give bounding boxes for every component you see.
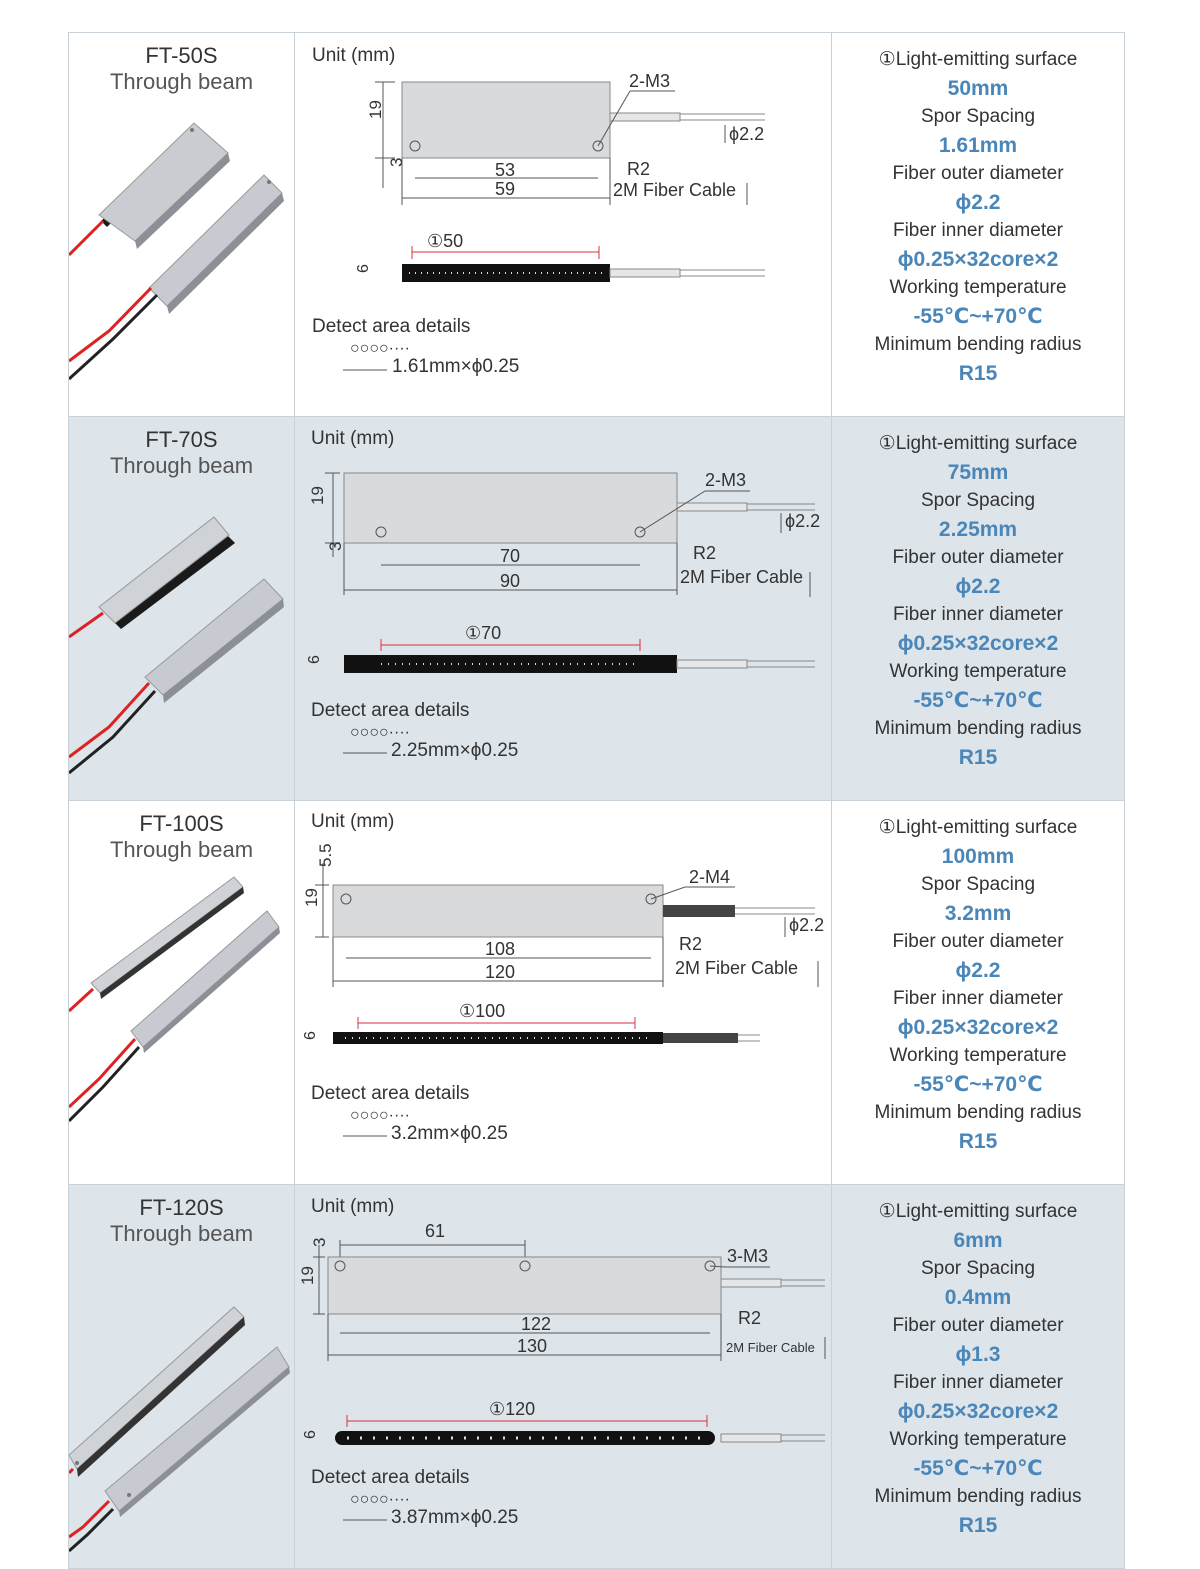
spec-label-bend-radius: Minimum bending radius — [874, 718, 1082, 739]
spec-label-outer-dia: Fiber outer diameter — [892, 1315, 1064, 1336]
specs-cell — [832, 33, 1125, 417]
unit-label: Unit (mm) — [311, 1196, 395, 1217]
detection-mode: Through beam — [109, 1221, 254, 1246]
spec-label-inner-dia: Fiber inner diameter — [892, 988, 1064, 1009]
unit-label: Unit (mm) — [311, 811, 395, 832]
spec-value-emit-surface: 100mm — [941, 845, 1015, 868]
cable-label: 2M Fiber Cable — [613, 180, 737, 200]
spec-label-spacing: Spor Spacing — [920, 490, 1036, 511]
emit-width-label: ①70 — [465, 623, 502, 643]
length-dim: 120 — [485, 962, 516, 982]
sensor-body — [333, 885, 663, 937]
bend-label: R2 — [679, 934, 703, 954]
product-photo — [69, 871, 294, 1169]
mount-label: 2-M4 — [689, 867, 731, 887]
height-dim: 19 — [366, 100, 385, 119]
detect-dots: ○○○○···· — [350, 1107, 410, 1124]
dimension-drawing — [295, 1185, 831, 1553]
thickness-dim: 6 — [302, 1031, 319, 1040]
detect-title: Detect area details — [311, 1467, 470, 1488]
spec-label-emit-surface: ①Light-emitting surface — [878, 49, 1078, 70]
detect-dots: ○○○○···· — [350, 724, 410, 741]
spec-value-spacing: 3.2mm — [944, 902, 1012, 925]
spec-value-bend-radius: R15 — [958, 1130, 998, 1153]
drawing-cell — [295, 1185, 832, 1569]
thickness-dim: 6 — [355, 264, 372, 273]
dimension-drawing — [295, 417, 831, 785]
spec-label-temperature: Working temperature — [889, 1045, 1067, 1066]
product-cell — [69, 417, 295, 801]
spec-value-outer-dia: ϕ1.3 — [955, 1343, 1001, 1366]
fiber-dia-label: ϕ2.2 — [785, 511, 821, 531]
detect-title: Detect area details — [311, 700, 470, 721]
spec-label-temperature: Working temperature — [889, 277, 1067, 298]
detect-title: Detect area details — [311, 1083, 470, 1104]
detect-dots: ○○○○···· — [350, 1491, 410, 1508]
dimension-drawing — [295, 801, 831, 1169]
product-row-ft-120s — [69, 1185, 1125, 1569]
emit-width-label: ①120 — [489, 1399, 536, 1419]
emit-width-label: ①100 — [459, 1001, 506, 1021]
hole-spacing-dim: 108 — [485, 939, 516, 959]
height-dim: 19 — [308, 486, 327, 505]
spec-value-spacing: 2.25mm — [938, 518, 1018, 541]
spec-label-outer-dia: Fiber outer diameter — [892, 931, 1064, 952]
spec-value-bend-radius: R15 — [958, 746, 998, 769]
model-name: FT-50S — [145, 43, 218, 68]
detect-title: Detect area details — [312, 316, 471, 337]
product-cell — [69, 801, 295, 1185]
drawing-cell — [295, 801, 832, 1185]
detect-value: 1.61mm×ϕ0.25 — [392, 356, 520, 377]
spec-label-spacing: Spor Spacing — [920, 1258, 1036, 1279]
spec-label-outer-dia: Fiber outer diameter — [892, 547, 1064, 568]
specs-cell — [832, 801, 1125, 1185]
emitting-strip — [335, 1431, 715, 1445]
spec-label-bend-radius: Minimum bending radius — [874, 1486, 1082, 1507]
spec-value-outer-dia: ϕ2.2 — [955, 959, 1001, 982]
hole-spacing-dim: 122 — [521, 1314, 552, 1334]
mount-label: 2-M3 — [629, 71, 671, 91]
spec-value-inner-dia: ϕ0.25×32core×2 — [897, 632, 1059, 655]
spec-value-outer-dia: ϕ2.2 — [955, 575, 1001, 598]
bend-label: R2 — [693, 543, 717, 563]
bend-label: R2 — [627, 159, 651, 179]
hole-spacing-dim: 53 — [495, 160, 516, 180]
half-spacing-dim: 61 — [425, 1221, 446, 1241]
length-dim: 59 — [495, 179, 516, 199]
detection-mode: Through beam — [109, 837, 254, 862]
specs-cell — [832, 1185, 1125, 1569]
detect-value: 2.25mm×ϕ0.25 — [391, 740, 519, 761]
fiber-dia-label: ϕ2.2 — [789, 915, 825, 935]
detection-mode: Through beam — [109, 69, 254, 94]
detection-mode: Through beam — [109, 453, 254, 478]
cable-label: 2M Fiber Cable — [726, 1340, 815, 1355]
specs-cell — [832, 417, 1125, 801]
product-row-ft-50s — [69, 33, 1125, 417]
dimension-drawing — [295, 33, 831, 401]
spec-label-spacing: Spor Spacing — [920, 106, 1036, 127]
product-spec-table — [68, 32, 1125, 1569]
sensor-body — [344, 473, 677, 543]
spec-label-inner-dia: Fiber inner diameter — [892, 220, 1064, 241]
spec-label-bend-radius: Minimum bending radius — [874, 1102, 1082, 1123]
spec-value-outer-dia: ϕ2.2 — [955, 191, 1001, 214]
spec-value-inner-dia: ϕ0.25×32core×2 — [897, 1400, 1059, 1423]
spec-label-temperature: Working temperature — [889, 661, 1067, 682]
spec-value-emit-surface: 6mm — [953, 1229, 1003, 1252]
spec-label-temperature: Working temperature — [889, 1429, 1067, 1450]
spec-label-inner-dia: Fiber inner diameter — [892, 604, 1064, 625]
sensor-body — [328, 1257, 721, 1314]
detect-dots: ○○○○···· — [350, 340, 410, 357]
sensor-body — [402, 82, 610, 158]
offset-dim: 3 — [310, 1237, 329, 1247]
detect-value: 3.87mm×ϕ0.25 — [391, 1507, 519, 1528]
model-name: FT-70S — [145, 427, 218, 452]
spec-label-outer-dia: Fiber outer diameter — [892, 163, 1064, 184]
spec-value-bend-radius: R15 — [958, 1514, 998, 1537]
spec-label-spacing: Spor Spacing — [920, 874, 1036, 895]
model-name: FT-120S — [139, 1195, 224, 1220]
bend-label: R2 — [738, 1308, 762, 1328]
product-photo — [69, 1255, 294, 1553]
mount-label: 3-M3 — [727, 1246, 769, 1266]
drawing-cell — [295, 33, 832, 417]
emitting-strip — [344, 655, 677, 673]
height-dim: 19 — [298, 1266, 317, 1285]
offset-dim: 3 — [387, 157, 406, 167]
spec-value-emit-surface: 50mm — [947, 77, 1009, 100]
fiber-dia-label: ϕ2.2 — [729, 124, 765, 144]
product-photo — [69, 487, 294, 785]
offset-dim: 3 — [326, 541, 345, 551]
spec-label-emit-surface: ①Light-emitting surface — [878, 1201, 1078, 1222]
spec-value-emit-surface: 75mm — [947, 461, 1009, 484]
spec-value-temperature: -55℃~+70℃ — [913, 1073, 1043, 1096]
product-row-ft-100s — [69, 801, 1125, 1185]
spec-label-emit-surface: ①Light-emitting surface — [878, 433, 1078, 454]
product-row-ft-70s — [69, 417, 1125, 801]
spec-value-spacing: 0.4mm — [944, 1286, 1012, 1309]
length-dim: 130 — [517, 1336, 548, 1356]
length-dim: 90 — [500, 571, 521, 591]
thickness-dim: 6 — [306, 655, 323, 664]
spec-label-emit-surface: ①Light-emitting surface — [878, 817, 1078, 838]
spec-value-bend-radius: R15 — [958, 362, 998, 385]
spec-value-inner-dia: ϕ0.25×32core×2 — [897, 248, 1059, 271]
spec-value-temperature: -55℃~+70℃ — [913, 305, 1043, 328]
cable-label: 2M Fiber Cable — [680, 567, 804, 587]
unit-label: Unit (mm) — [311, 428, 395, 449]
product-cell — [69, 1185, 295, 1569]
cable-label: 2M Fiber Cable — [675, 958, 799, 978]
unit-label: Unit (mm) — [312, 45, 396, 66]
offset-dim: 5.5 — [316, 843, 335, 867]
model-name: FT-100S — [139, 811, 224, 836]
spec-value-inner-dia: ϕ0.25×32core×2 — [897, 1016, 1059, 1039]
thickness-dim: 6 — [302, 1430, 319, 1439]
spec-label-inner-dia: Fiber inner diameter — [892, 1372, 1064, 1393]
spec-value-spacing: 1.61mm — [938, 134, 1018, 157]
spec-label-bend-radius: Minimum bending radius — [874, 334, 1082, 355]
drawing-cell — [295, 417, 832, 801]
spec-value-temperature: -55℃~+70℃ — [913, 1457, 1043, 1480]
product-photo — [69, 103, 294, 401]
detect-value: 3.2mm×ϕ0.25 — [391, 1123, 508, 1144]
emit-width-label: ①50 — [427, 231, 464, 251]
product-cell — [69, 33, 295, 417]
height-dim: 19 — [302, 888, 321, 907]
hole-spacing-dim: 70 — [500, 546, 521, 566]
fiber-ferrule — [610, 113, 680, 121]
mount-label: 2-M3 — [705, 470, 747, 490]
emitting-strip — [333, 1032, 663, 1044]
spec-value-temperature: -55℃~+70℃ — [913, 689, 1043, 712]
